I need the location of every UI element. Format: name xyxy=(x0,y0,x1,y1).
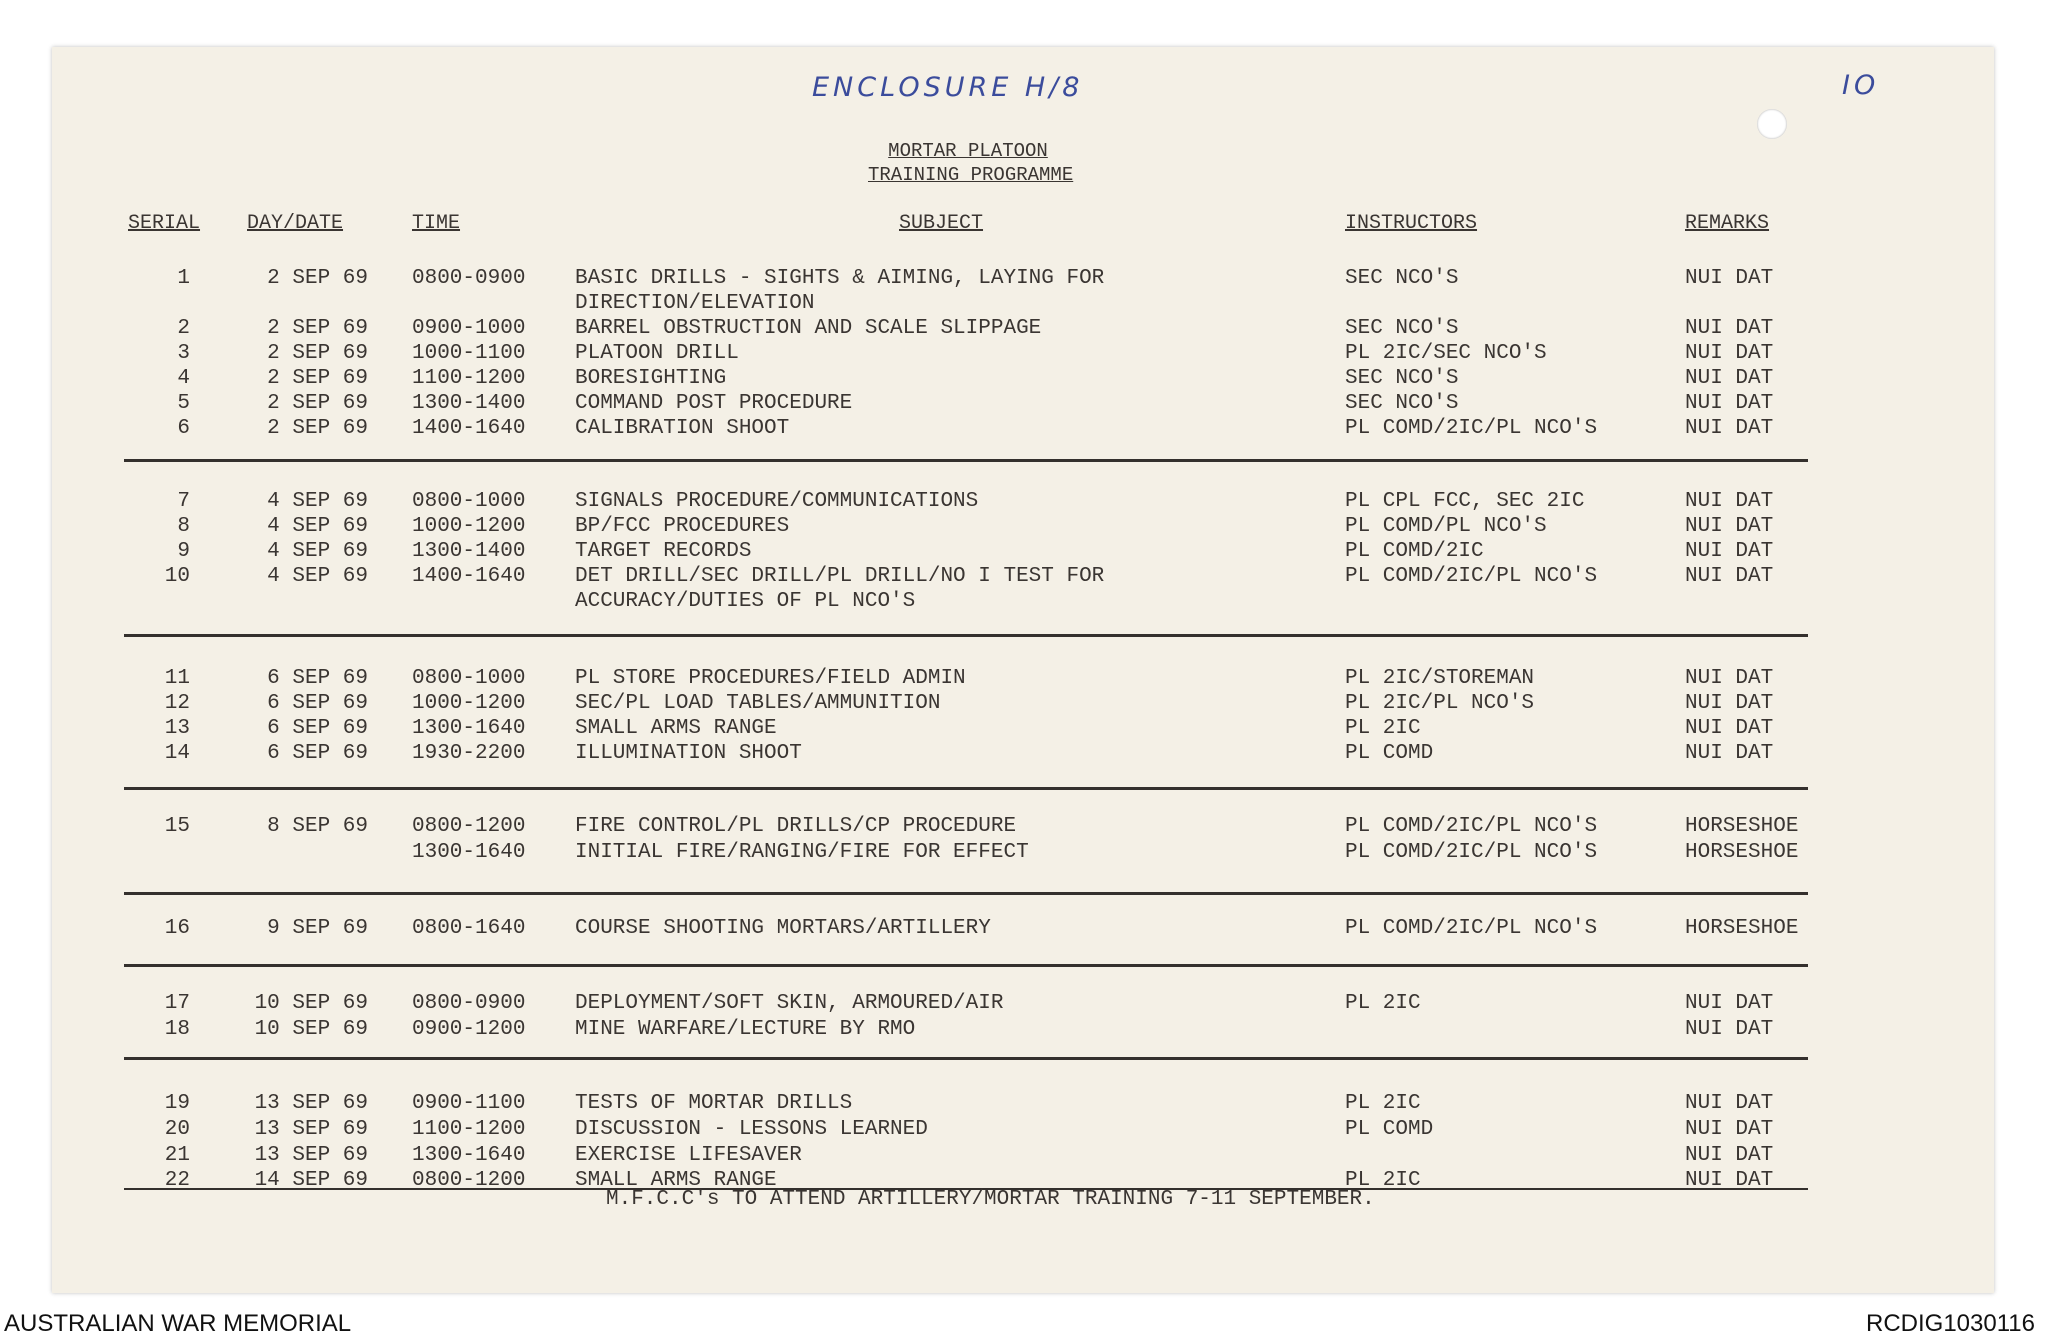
instructors-cell: PL 2IC/STOREMAN xyxy=(1345,667,1535,690)
subject-cell: SMALL ARMS RANGE xyxy=(575,1169,777,1192)
time-cell: 0800-1200 xyxy=(412,815,526,838)
remarks-cell: HORSESHOE xyxy=(1685,841,1799,864)
remarks-cell: NUI DAT xyxy=(1685,1092,1774,1115)
time-cell: 1300-1400 xyxy=(412,540,526,563)
time-cell: 0900-1000 xyxy=(412,317,526,340)
section-divider xyxy=(124,1057,1808,1060)
subject-cell: SEC/PL LOAD TABLES/AMMUNITION xyxy=(575,692,941,715)
instructors-cell: SEC NCO'S xyxy=(1345,367,1459,390)
serial-cell: 11 xyxy=(164,667,190,690)
subject-cell: TESTS OF MORTAR DRILLS xyxy=(575,1092,853,1115)
date-cell: 6 SEP 69 xyxy=(267,667,368,690)
date-cell: 4 SEP 69 xyxy=(267,565,368,588)
serial-cell: 22 xyxy=(164,1169,190,1192)
section-divider xyxy=(124,787,1808,790)
date-cell: 2 SEP 69 xyxy=(267,342,368,365)
remarks-cell: NUI DAT xyxy=(1685,540,1774,563)
serial-cell: 16 xyxy=(164,917,190,940)
time-cell: 0800-1000 xyxy=(412,667,526,690)
date-cell: 9 SEP 69 xyxy=(267,917,368,940)
archive-institution: AUSTRALIAN WAR MEMORIAL xyxy=(4,1310,352,1337)
serial-cell: 13 xyxy=(164,717,190,740)
remarks-cell: HORSESHOE xyxy=(1685,917,1799,940)
subject-cell: CALIBRATION SHOOT xyxy=(575,417,790,440)
subject-cell-continued: ACCURACY/DUTIES OF PL NCO'S xyxy=(575,590,916,613)
instructors-cell: PL COMD/2IC/PL NCO'S xyxy=(1345,841,1598,864)
serial-cell: 17 xyxy=(164,992,190,1015)
subject-cell: DET DRILL/SEC DRILL/PL DRILL/NO I TEST FOR xyxy=(575,565,1105,588)
serial-cell: 3 xyxy=(177,342,190,365)
instructors-cell: SEC NCO'S xyxy=(1345,317,1459,340)
archive-reference: RCDIG1030116 xyxy=(1866,1310,2035,1337)
instructors-cell: PL COMD xyxy=(1345,1118,1434,1141)
date-cell: 2 SEP 69 xyxy=(267,367,368,390)
subject-cell: SMALL ARMS RANGE xyxy=(575,717,777,740)
serial-cell: 10 xyxy=(164,565,190,588)
serial-cell: 4 xyxy=(177,367,190,390)
date-cell: 13 SEP 69 xyxy=(254,1092,368,1115)
time-cell: 1300-1640 xyxy=(412,1144,526,1167)
serial-cell: 15 xyxy=(164,815,190,838)
serial-cell: 7 xyxy=(177,490,190,513)
time-cell: 0800-0900 xyxy=(412,267,526,290)
subject-cell: COURSE SHOOTING MORTARS/ARTILLERY xyxy=(575,917,991,940)
date-cell: 13 SEP 69 xyxy=(254,1118,368,1141)
subject-cell: COMMAND POST PROCEDURE xyxy=(575,392,853,415)
header-instructors: INSTRUCTORS xyxy=(1345,212,1478,235)
date-cell: 14 SEP 69 xyxy=(254,1169,368,1192)
time-cell: 1300-1640 xyxy=(412,841,526,864)
remarks-cell: NUI DAT xyxy=(1685,267,1774,290)
remarks-cell: NUI DAT xyxy=(1685,392,1774,415)
remarks-cell: NUI DAT xyxy=(1685,717,1774,740)
time-cell: 1300-1400 xyxy=(412,392,526,415)
serial-cell: 1 xyxy=(177,267,190,290)
serial-cell: 14 xyxy=(164,742,190,765)
remarks-cell: NUI DAT xyxy=(1685,742,1774,765)
remarks-cell: NUI DAT xyxy=(1685,692,1774,715)
serial-cell: 2 xyxy=(177,317,190,340)
instructors-cell: PL 2IC/PL NCO'S xyxy=(1345,692,1535,715)
remarks-cell: NUI DAT xyxy=(1685,667,1774,690)
header-remarks: REMARKS xyxy=(1685,212,1770,235)
time-cell: 1400-1640 xyxy=(412,417,526,440)
date-cell: 6 SEP 69 xyxy=(267,742,368,765)
footnote: M.F.C.C's TO ATTEND ARTILLERY/MORTAR TRAINING 7-11 SEPTEMBER. xyxy=(606,1188,1375,1211)
header-time: TIME xyxy=(412,212,461,235)
enclosure-annotation: ENCLOSURE H/8 xyxy=(812,72,1084,103)
header-subject: SUBJECT xyxy=(899,212,984,235)
serial-cell: 21 xyxy=(164,1144,190,1167)
time-cell: 0800-1640 xyxy=(412,917,526,940)
section-divider xyxy=(124,964,1808,967)
serial-cell: 20 xyxy=(164,1118,190,1141)
date-cell: 6 SEP 69 xyxy=(267,692,368,715)
instructors-cell: PL COMD/PL NCO'S xyxy=(1345,515,1547,538)
date-cell: 10 SEP 69 xyxy=(254,1018,368,1041)
instructors-cell: PL 2IC xyxy=(1345,717,1421,740)
subject-cell: ILLUMINATION SHOOT xyxy=(575,742,802,765)
subject-cell: PL STORE PROCEDURES/FIELD ADMIN xyxy=(575,667,966,690)
instructors-cell: PL 2IC xyxy=(1345,1092,1421,1115)
subject-cell: BARREL OBSTRUCTION AND SCALE SLIPPAGE xyxy=(575,317,1042,340)
time-cell: 1000-1100 xyxy=(412,342,526,365)
instructors-cell: PL COMD/2IC/PL NCO'S xyxy=(1345,417,1598,440)
remarks-cell: NUI DAT xyxy=(1685,565,1774,588)
section-divider xyxy=(124,634,1808,637)
remarks-cell: NUI DAT xyxy=(1685,1144,1774,1167)
subject-cell: PLATOON DRILL xyxy=(575,342,739,365)
document-title: MORTAR PLATOON xyxy=(888,140,1048,162)
subject-cell: BASIC DRILLS - SIGHTS & AIMING, LAYING FOR xyxy=(575,267,1105,290)
subject-cell: SIGNALS PROCEDURE/COMMUNICATIONS xyxy=(575,490,979,513)
time-cell: 1000-1200 xyxy=(412,515,526,538)
instructors-cell: SEC NCO'S xyxy=(1345,392,1459,415)
punch-hole xyxy=(1757,109,1787,139)
time-cell: 1930-2200 xyxy=(412,742,526,765)
remarks-cell: NUI DAT xyxy=(1685,992,1774,1015)
remarks-cell: NUI DAT xyxy=(1685,490,1774,513)
time-cell: 0900-1200 xyxy=(412,1018,526,1041)
section-divider xyxy=(124,459,1808,462)
subject-cell: INITIAL FIRE/RANGING/FIRE FOR EFFECT xyxy=(575,841,1029,864)
date-cell: 10 SEP 69 xyxy=(254,992,368,1015)
date-cell: 4 SEP 69 xyxy=(267,490,368,513)
subject-cell: TARGET RECORDS xyxy=(575,540,752,563)
date-cell: 4 SEP 69 xyxy=(267,540,368,563)
section-divider xyxy=(124,892,1808,895)
serial-cell: 5 xyxy=(177,392,190,415)
time-cell: 0900-1100 xyxy=(412,1092,526,1115)
date-cell: 6 SEP 69 xyxy=(267,717,368,740)
remarks-cell: NUI DAT xyxy=(1685,317,1774,340)
instructors-cell: SEC NCO'S xyxy=(1345,267,1459,290)
remarks-cell: NUI DAT xyxy=(1685,367,1774,390)
time-cell: 0800-0900 xyxy=(412,992,526,1015)
instructors-cell: PL COMD xyxy=(1345,742,1434,765)
subject-cell: DEPLOYMENT/SOFT SKIN, ARMOURED/AIR xyxy=(575,992,1004,1015)
date-cell: 2 SEP 69 xyxy=(267,392,368,415)
time-cell: 0800-1000 xyxy=(412,490,526,513)
subject-cell: BORESIGHTING xyxy=(575,367,727,390)
instructors-cell: PL COMD/2IC/PL NCO'S xyxy=(1345,815,1598,838)
serial-cell: 12 xyxy=(164,692,190,715)
instructors-cell: PL COMD/2IC/PL NCO'S xyxy=(1345,565,1598,588)
date-cell: 2 SEP 69 xyxy=(267,417,368,440)
serial-cell: 9 xyxy=(177,540,190,563)
instructors-cell: PL 2IC xyxy=(1345,1169,1421,1192)
corner-annotation: IO xyxy=(1842,70,1880,101)
subject-cell: BP/FCC PROCEDURES xyxy=(575,515,790,538)
subject-cell-continued: DIRECTION/ELEVATION xyxy=(575,292,815,315)
instructors-cell: PL 2IC xyxy=(1345,992,1421,1015)
time-cell: 1100-1200 xyxy=(412,1118,526,1141)
serial-cell: 18 xyxy=(164,1018,190,1041)
time-cell: 1000-1200 xyxy=(412,692,526,715)
remarks-cell: NUI DAT xyxy=(1685,417,1774,440)
header-serial: SERIAL xyxy=(128,212,201,235)
remarks-cell: HORSESHOE xyxy=(1685,815,1799,838)
subject-cell: DISCUSSION - LESSONS LEARNED xyxy=(575,1118,928,1141)
remarks-cell: NUI DAT xyxy=(1685,1018,1774,1041)
remarks-cell: NUI DAT xyxy=(1685,1169,1774,1192)
time-cell: 1400-1640 xyxy=(412,565,526,588)
time-cell: 0800-1200 xyxy=(412,1169,526,1192)
date-cell: 8 SEP 69 xyxy=(267,815,368,838)
header-day-date: DAY/DATE xyxy=(247,212,344,235)
serial-cell: 6 xyxy=(177,417,190,440)
serial-cell: 8 xyxy=(177,515,190,538)
time-cell: 1300-1640 xyxy=(412,717,526,740)
subject-cell: MINE WARFARE/LECTURE BY RMO xyxy=(575,1018,916,1041)
date-cell: 2 SEP 69 xyxy=(267,317,368,340)
date-cell: 2 SEP 69 xyxy=(267,267,368,290)
document-subtitle: TRAINING PROGRAMME xyxy=(868,164,1074,186)
time-cell: 1100-1200 xyxy=(412,367,526,390)
instructors-cell: PL 2IC/SEC NCO'S xyxy=(1345,342,1547,365)
remarks-cell: NUI DAT xyxy=(1685,515,1774,538)
subject-cell: EXERCISE LIFESAVER xyxy=(575,1144,802,1167)
serial-cell: 19 xyxy=(164,1092,190,1115)
instructors-cell: PL CPL FCC, SEC 2IC xyxy=(1345,490,1585,513)
instructors-cell: PL COMD/2IC xyxy=(1345,540,1484,563)
subject-cell: FIRE CONTROL/PL DRILLS/CP PROCEDURE xyxy=(575,815,1017,838)
date-cell: 4 SEP 69 xyxy=(267,515,368,538)
remarks-cell: NUI DAT xyxy=(1685,1118,1774,1141)
remarks-cell: NUI DAT xyxy=(1685,342,1774,365)
instructors-cell: PL COMD/2IC/PL NCO'S xyxy=(1345,917,1598,940)
date-cell: 13 SEP 69 xyxy=(254,1144,368,1167)
